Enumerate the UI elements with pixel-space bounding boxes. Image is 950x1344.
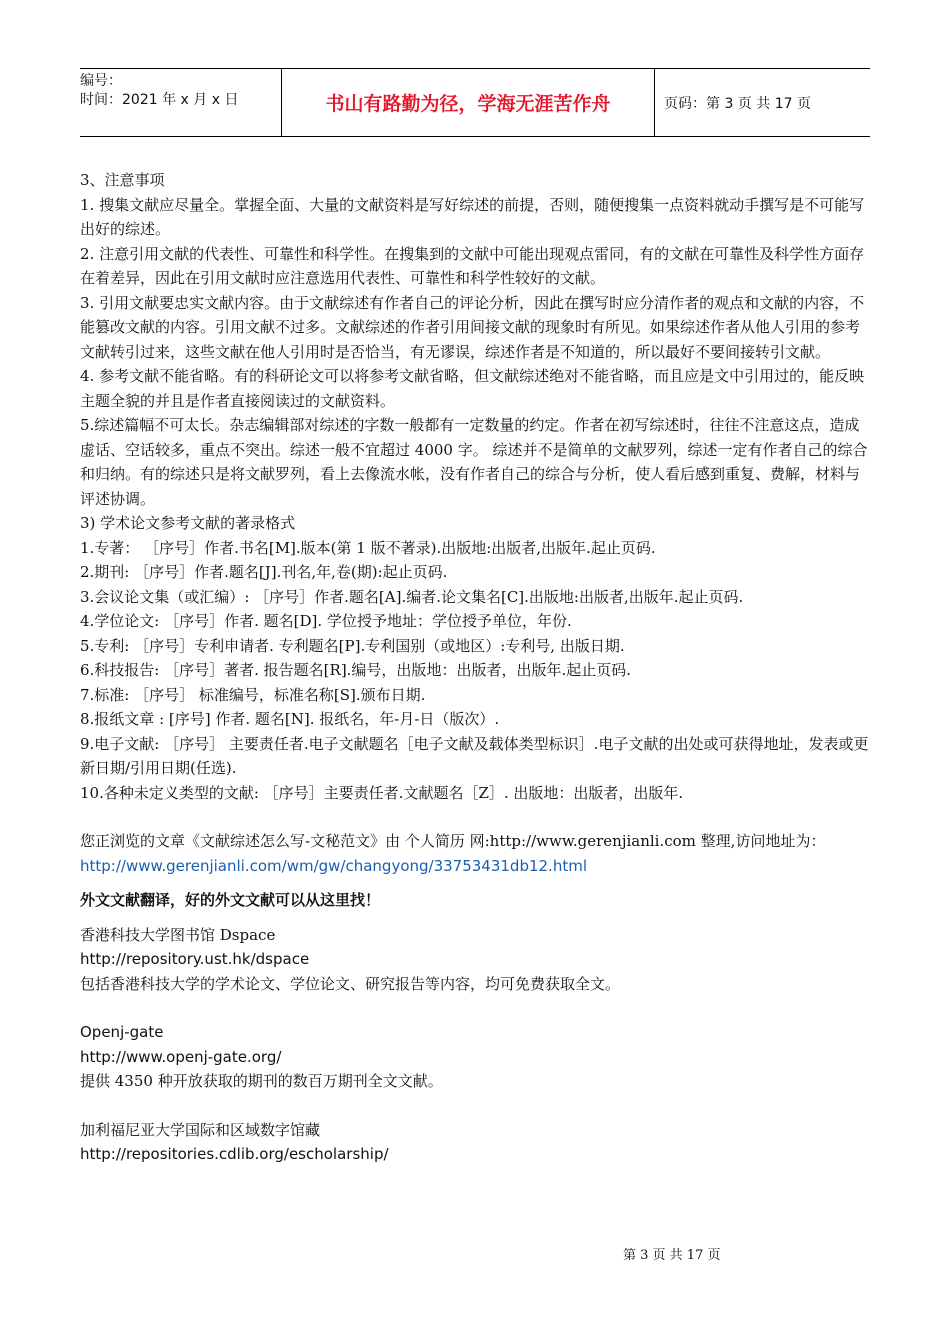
resource-url[interactable]: http://repositories.cdlib.org/escholarship/ bbox=[80, 1145, 389, 1163]
source-note bbox=[80, 829, 870, 878]
resource-name: 加利福尼亚大学国际和区域数字馆藏 bbox=[80, 1120, 321, 1139]
format-item: 10.各种未定义类型的文献: ［序号］主要责任者.文献题名［Z］. 出版地：出版者，出版年. bbox=[80, 783, 684, 802]
resource-name: Openj-gate bbox=[80, 1023, 164, 1041]
note-item: 2. 注意引用文献的代表性、可靠性和科学性。在搜集到的文献中可能出现观点雷同，有的文献在可靠性及科学性方面存在着差异，因此在引用文献时应注意选用代表性、可靠性和科学性较好的文献。 bbox=[80, 244, 865, 287]
resource-desc: 包括香港科技大学的学术论文、学位论文、研究报告等内容，均可免费获取全文。 bbox=[80, 974, 621, 993]
header-meta bbox=[80, 69, 280, 139]
format-title: 3) 学术论文参考文献的著录格式 bbox=[80, 514, 296, 532]
resource-name: 香港科技大学图书馆 Dspace bbox=[80, 925, 276, 944]
format-item: 6.科技报告: ［序号］著者. 报告题名[R].编号，出版地：出版者，出版年.起止页码. bbox=[80, 661, 631, 679]
note-item: 4. 参考文献不能省略。有的科研论文可以将参考文献省略，但文献综述绝对不能省略，而且应是文中引用过的，能反映主题全貌的并且是作者直接阅读过的文献资料。 bbox=[80, 367, 865, 410]
date-label: 时间：2021 年 x 月 x 日 bbox=[80, 92, 239, 108]
source-link[interactable]: http://www.gerenjianli.com/wm/gw/changyong/33753431db12.html bbox=[80, 856, 587, 875]
format-item: 8.报纸文章 : [序号] 作者. 题名[N]. 报纸名，年-月-日（版次）. bbox=[80, 710, 500, 728]
format-item: 4.学位论文: ［序号］作者. 题名[D]. 学位授予地址：学位授予单位，年份. bbox=[80, 612, 572, 630]
document-body bbox=[80, 168, 870, 1167]
format-item: 7.标准: ［序号］ 标准编号，标准名称[S].颁布日期. bbox=[80, 685, 426, 704]
note-item: 1. 搜集文献应尽量全。掌握全面、大量的文献资料是写好综述的前提，否则，随便搜集一点资料就动手撰写是不可能写出好的综述。 bbox=[80, 195, 865, 238]
page-header bbox=[80, 68, 870, 137]
format-item: 1.专著： ［序号］作者.书名[M].版本(第 1 版不著录).出版地:出版者,出版年.起止页码. bbox=[80, 538, 656, 557]
code-label: 编号： bbox=[80, 73, 122, 89]
header-motto: 书山有路勤为径，学海无涯苦作舟 bbox=[281, 69, 655, 136]
source-prefix: 您正浏览的文章《文献综述怎么写-文秘范文》由 个人简历 网:http://www.gerenjianli.com 整理,访问地址为： bbox=[80, 832, 826, 850]
note-item: 3. 引用文献要忠实文献内容。由于文献综述有作者自己的评论分析，因此在撰写时应分清作者的观点和文献的内容，不能篡改文献的内容。引用文献不过多。文献综述的作者引用间接文献的现象时有所见。如果综述作者从他人引用的参考文献转引过来，这些文献在他人引用时是否恰当，有无谬误，综述作者是不知道的，所以最好不要间接转引文献。 bbox=[80, 293, 865, 361]
resource-url[interactable]: http://www.openj-gate.org/ bbox=[80, 1047, 282, 1066]
format-item: 2.期刊: ［序号］作者.题名[J].刊名,年,卷(期):起止页码. bbox=[80, 563, 448, 581]
format-item: 9.电子文献: ［序号］ 主要责任者.电子文献题名［电子文献及载体类型标识］.电子文献的出处或可获得地址，发表或更新日期/引用日期(任选). bbox=[80, 734, 869, 777]
resource-desc: 提供 4350 种开放获取的期刊的数百万期刊全文文献。 bbox=[80, 1072, 443, 1090]
resource-url[interactable]: http://repository.ust.hk/dspace bbox=[80, 950, 310, 968]
header-page-info: 页码：第 3 页 共 17 页 bbox=[664, 95, 811, 112]
foreign-title: 外文文献翻译，好的外文文献可以从这里找！ bbox=[80, 891, 381, 909]
format-item: 3.会议论文集（或汇编）: ［序号］作者.题名[A].编者.论文集名[C].出版地:出版者,出版年.起止页码. bbox=[80, 587, 744, 606]
note-item: 5.综述篇幅不可太长。杂志编辑部对综述的字数一般都有一定数量的约定。作者在初写综述时，往往不注意这点，造成虚话、空话较多，重点不突出。综述一般不宜超过 4000 字。 综述并不是简单的文献罗列，综述一定有作者自己的综合和归纳。有的综述只是将文献罗列，看上去像流水帐，没有作者自己的综合与分析，使人看后感到重复、费解，材料与评述协调。 bbox=[80, 416, 868, 508]
format-item: 5.专利: ［序号］专利申请者. 专利题名[P].专利国别（或地区）:专利号, 出版日期. bbox=[80, 636, 625, 655]
page-footer: 第 3 页 共 17 页 bbox=[623, 1248, 721, 1263]
section-title: 3、注意事项 bbox=[80, 171, 165, 189]
